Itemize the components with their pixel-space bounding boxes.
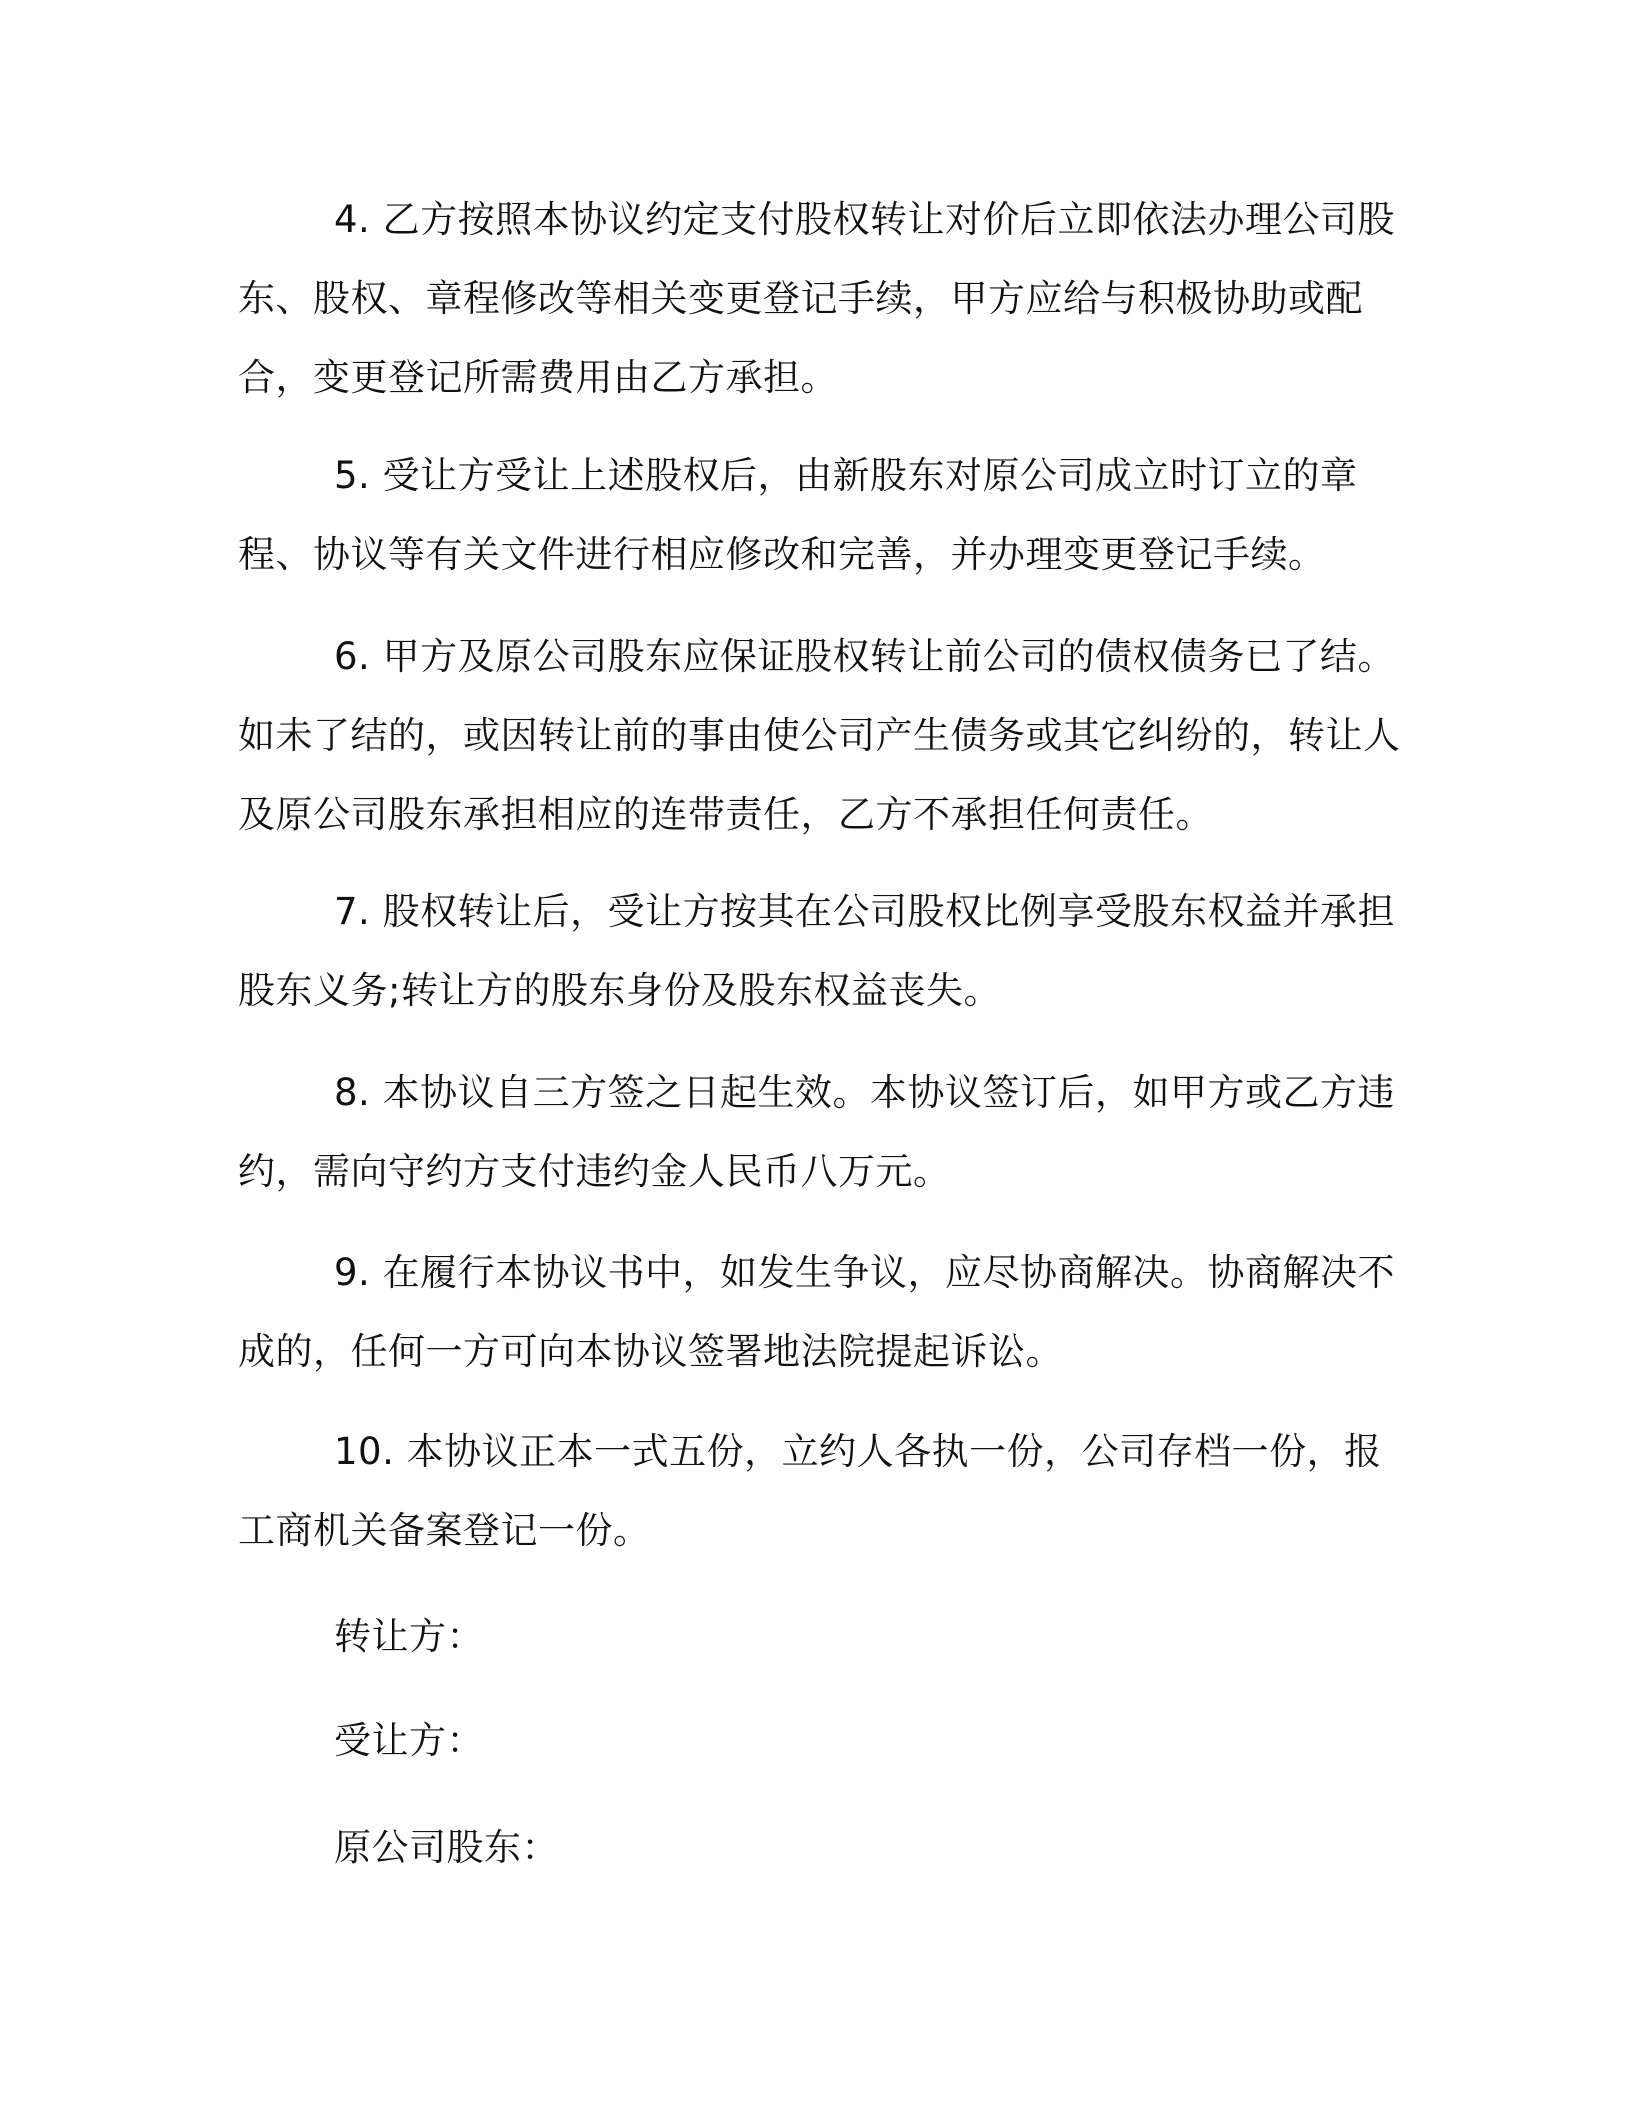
signature-transferor-label: 转让方： [334,1615,484,1658]
clause-9: 9. 在履行本协议书中，如发生争议，应尽协商解决。协商解决不成的，任何一方可向本协议签署地法院提起诉讼。 [238,1251,1396,1373]
signature-transferee-label: 受让方： [334,1719,484,1762]
signature-original-shareholders-label: 原公司股东： [334,1826,559,1869]
clause-10: 10. 本协议正本一式五份，立约人各执一份，公司存档一份，报工商机关备案登记一份。 [238,1430,1382,1552]
clause-6: 6. 甲方及原公司股东应保证股权转让前公司的债权债务已了结。如未了结的，或因转让前的事由使公司产生债务或其它纠纷的，转让人及原公司股东承担相应的连带责任，乙方不承担任何责任。 [238,635,1401,836]
clause-4: 4. 乙方按照本协议约定支付股权转让对价后立即依法办理公司股东、股权、章程修改等相关变更登记手续，甲方应给与积极协助或配合，变更登记所需费用由乙方承担。 [238,198,1396,399]
clause-8: 8. 本协议自三方签之日起生效。本协议签订后，如甲方或乙方违约，需向守约方支付违约金人民币八万元。 [238,1071,1396,1193]
clause-7: 7. 股权转让后，受让方按其在公司股权比例享受股东权益并承担股东义务;转让方的股东身份及股东权益丧失。 [238,890,1396,1012]
clause-5: 5. 受让方受让上述股权后，由新股东对原公司成立时订立的章程、协议等有关文件进行相应修改和完善，并办理变更登记手续。 [238,454,1358,576]
